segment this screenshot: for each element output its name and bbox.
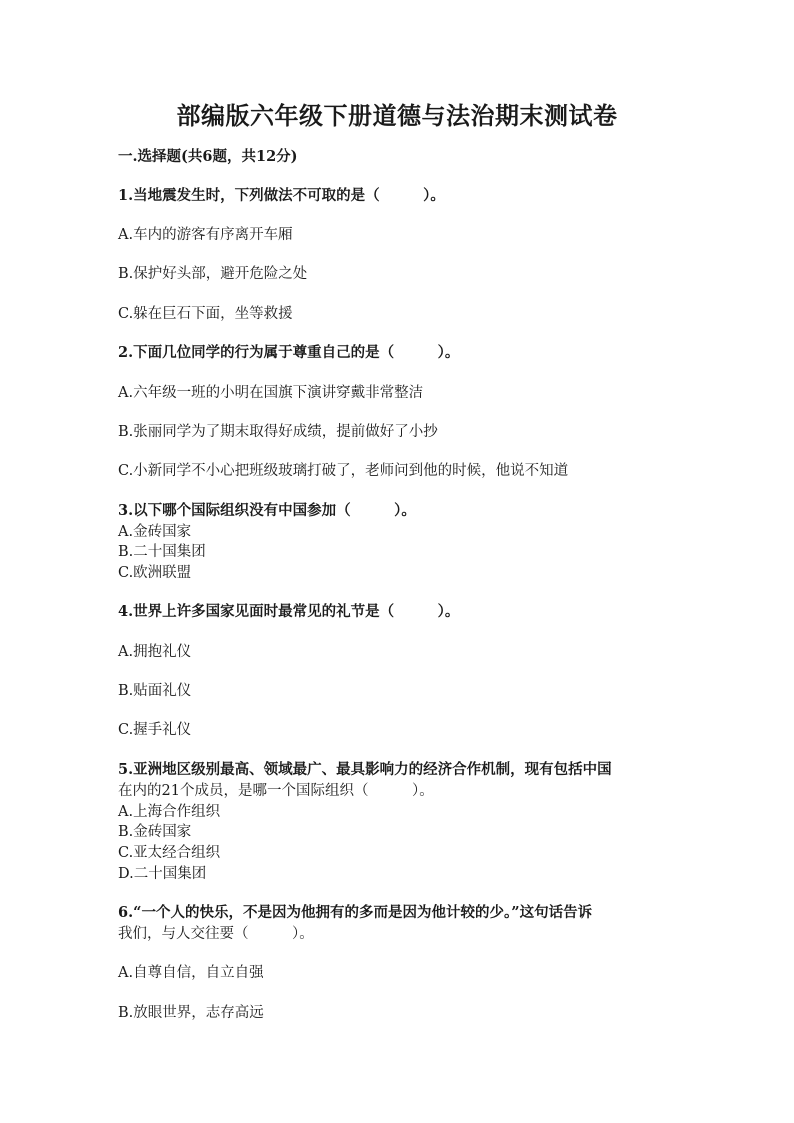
question-6-stem-line-1: 6.“一个人的快乐，不是因为他拥有的多而是因为他计较的少。”这句话告诉 xyxy=(118,904,593,921)
question-5-option-a: A.上海合作组织 xyxy=(118,804,221,820)
question-1-option-a: A.车内的游客有序离开车厢 xyxy=(118,227,293,243)
section-heading: 一.选择题(共6题，共12分) xyxy=(118,148,298,165)
question-5-option-c: C.亚太经合组织 xyxy=(118,845,221,861)
question-2-option-c: C.小新同学不小心把班级玻璃打破了，老师问到他的时候，他说不知道 xyxy=(118,463,569,479)
question-4-option-c: C.握手礼仪 xyxy=(118,722,192,738)
question-1-option-c: C.躲在巨石下面，坐等救援 xyxy=(118,306,293,322)
question-5-stem-line-1: 5.亚洲地区级别最高、领域最广、最具影响力的经济合作机制，现有包括中国 xyxy=(118,761,612,778)
question-6-option-a: A.自尊自信，自立自强 xyxy=(118,965,264,981)
question-1-stem: 1.当地震发生时，下列做法不可取的是（ ）。 xyxy=(118,187,445,204)
question-4-option-b: B.贴面礼仪 xyxy=(118,683,192,699)
question-5-stem-line-2: 在内的21个成员，是哪一个国际组织（ ）。 xyxy=(118,783,434,799)
question-3-option-b: B.二十国集团 xyxy=(118,544,206,560)
question-2-option-a: A.六年级一班的小明在国旗下演讲穿戴非常整洁 xyxy=(118,385,424,401)
question-2-stem: 2.下面几位同学的行为属于尊重自己的是（ ）。 xyxy=(118,344,460,361)
question-3-option-c: C.欧洲联盟 xyxy=(118,565,192,581)
question-1-option-b: B.保护好头部，避开危险之处 xyxy=(118,266,308,282)
question-3-option-a: A.金砖国家 xyxy=(118,524,192,540)
question-6-option-b: B.放眼世界，志存高远 xyxy=(118,1005,264,1021)
question-4-option-a: A.拥抱礼仪 xyxy=(118,644,192,660)
question-4-stem: 4.世界上许多国家见面时最常见的礼节是（ ）。 xyxy=(118,603,460,620)
question-2-option-b: B.张丽同学为了期末取得好成绩，提前做好了小抄 xyxy=(118,424,438,440)
question-5-option-b: B.金砖国家 xyxy=(118,824,192,840)
question-6-stem-line-2: 我们，与人交往要（ ）。 xyxy=(118,926,314,942)
question-5-option-d: D.二十国集团 xyxy=(118,866,207,882)
question-3-stem: 3.以下哪个国际组织没有中国参加（ ）。 xyxy=(118,502,416,519)
exam-title: 部编版六年级下册道德与法治期末测试卷 xyxy=(176,101,618,130)
